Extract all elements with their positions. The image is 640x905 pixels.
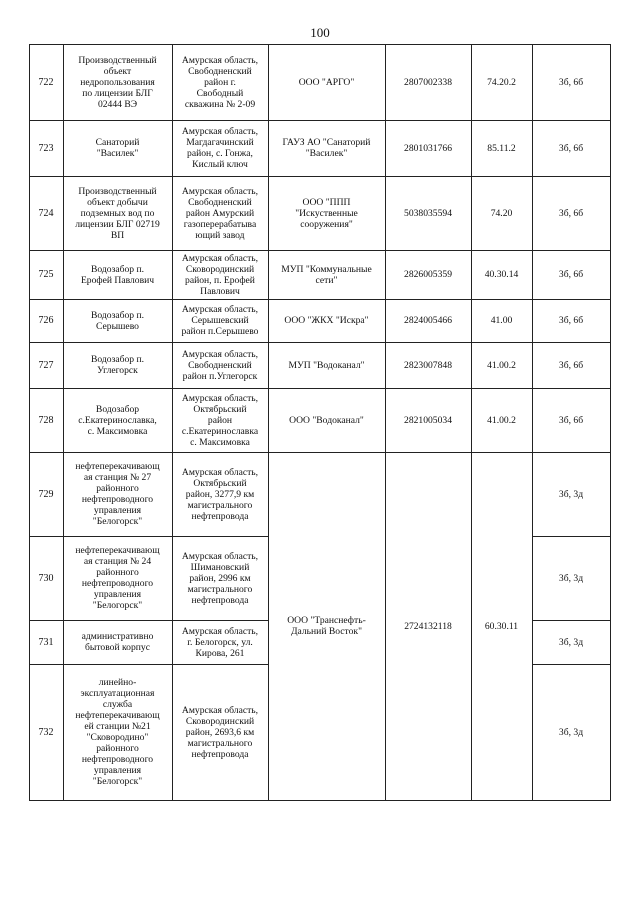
cell-num: 726 (38, 315, 54, 326)
table-border (29, 44, 30, 801)
cell-cat: 3б, 6б (558, 142, 584, 154)
table-border (29, 120, 611, 121)
cell-inn: 2824005466 (404, 315, 452, 326)
cell-address: Амурская область, Свободненский район Амурский газоперерабатыва ющий завод (181, 185, 259, 241)
table-border (29, 250, 611, 251)
cell-name: Санаторий "Василек" (95, 137, 140, 159)
table-border (172, 44, 173, 801)
cell-org: ООО "АРГО" (298, 76, 355, 88)
table-border (29, 388, 611, 389)
cell-cat: 3б, 6б (558, 207, 584, 219)
cell-org: ООО "Водоканал" (289, 414, 364, 426)
cell-address: Амурская область, Сковородинский район, п. Ерофей Павлович (181, 252, 259, 297)
cell-cat: 3б, 3д (558, 636, 584, 648)
cell-num: 727 (38, 359, 54, 371)
cell-name: линейно- эксплуатационная служба нефтеперекачивающ ей станции №21 "Сковородино" районного нефтепроводного управления "Белогорск" (75, 677, 160, 787)
cell-cat: 3б, 6б (558, 76, 584, 88)
page-number: 100 (310, 25, 330, 40)
cell-name: Водозабор п. Ерофей Павлович (80, 263, 155, 286)
cell-cat: 3б, 6б (558, 414, 584, 426)
cell-inn: 2826005359 (404, 269, 452, 280)
cell-org: МУП "Водоканал" (288, 359, 365, 371)
table-border (532, 44, 533, 801)
cell-address: Амурская область, Серышевский район п.Серышево (181, 304, 259, 337)
cell-address: Амурская область, г. Белогорск, ул. Кирова, 261 (181, 625, 259, 659)
table-border (385, 44, 386, 801)
cell-org: ГАУЗ АО "Санаторий "Василек" (282, 137, 371, 159)
cell-cat: 3б, 3д (558, 488, 584, 500)
cell-name: Водозабор п. Серышево (90, 309, 145, 332)
cell-num: 728 (38, 414, 54, 426)
table-border (29, 44, 611, 45)
table-border (532, 536, 611, 537)
table-border (29, 664, 269, 665)
table-border (471, 44, 472, 801)
cell-num: 725 (38, 269, 54, 280)
cell-address: Амурская область, Свободненский район г. Свободный скважина № 2-09 (181, 54, 259, 110)
cell-address: Амурская область, Октябрьский район с.Екатеринославка с. Максимовка (181, 392, 259, 448)
cell-inn: 2823007848 (404, 359, 452, 371)
table-border (532, 664, 611, 665)
cell-cat: 3б, 3д (558, 572, 584, 584)
table-border (29, 800, 611, 801)
cell-name: нефтеперекачивающ ая станция № 27 районного нефтепроводного управления "Белогорск" (75, 461, 160, 527)
cell-name: Водозабор п. Углегорск (90, 354, 145, 376)
cell-cat: 3б, 3д (558, 726, 584, 738)
cell-inn: 2807002338 (404, 76, 452, 88)
cell-address: Амурская область, Шимановский район, 2996 км магистрального нефтепровода (181, 550, 259, 606)
cell-okved: 74.20.2 (487, 76, 516, 88)
cell-name: Водозабор с.Екатеринославка, с. Максимовка (78, 403, 157, 437)
cell-name: административно бытовой корпус (81, 631, 154, 653)
cell-org-merged: ООО "Транснефть- Дальний Восток" (287, 615, 366, 637)
table-border (29, 452, 611, 453)
cell-name: Производственный объект добычи подземных вод по лицензии БЛГ 02719 ВП (75, 185, 160, 241)
cell-okved-merged: 60.30.11 (484, 620, 519, 632)
cell-num: 730 (38, 572, 54, 584)
cell-address: Амурская область, Магдагачинский район, с. Гонжа, Кислый ключ (181, 126, 259, 170)
table-border (610, 44, 611, 801)
cell-inn-merged: 2724132118 (404, 620, 452, 632)
cell-okved: 41.00.2 (487, 359, 516, 371)
cell-num: 723 (38, 142, 54, 154)
cell-name: Производственный объект недропользования по лицензии БЛГ 02444 ВЭ (78, 54, 157, 110)
cell-inn: 5038035594 (404, 207, 452, 219)
cell-org: ООО "ЖКХ "Искра" (284, 315, 369, 326)
cell-name: нефтеперекачивающ ая станция № 24 районного нефтепроводного управления "Белогорск" (75, 545, 160, 611)
cell-org: ООО "ППП "Искуственные сооружения" (295, 196, 358, 230)
cell-num: 729 (38, 488, 54, 500)
cell-inn: 2821005034 (404, 414, 452, 426)
cell-address: Амурская область, Свободненский район п.Углегорск (181, 348, 259, 382)
cell-address: Амурская область, Сковородинский район, 2693,6 км магистрального нефтепровода (181, 704, 259, 760)
table-border (29, 342, 611, 343)
table-border (29, 536, 269, 537)
cell-cat: 3б, 6б (558, 269, 584, 280)
cell-okved: 40.30.14 (484, 269, 519, 280)
table-border (29, 176, 611, 177)
cell-num: 722 (38, 76, 54, 88)
table-border (29, 299, 611, 300)
table-border (63, 44, 64, 801)
table-border (268, 44, 269, 801)
table-border (29, 620, 269, 621)
cell-num: 731 (38, 636, 54, 648)
cell-okved: 74.20 (490, 207, 513, 219)
cell-address: Амурская область, Октябрьский район, 3277,9 км магистрального нефтепровода (181, 466, 259, 522)
cell-okved: 85.11.2 (487, 142, 516, 154)
cell-num: 724 (38, 207, 54, 219)
table-border (532, 620, 611, 621)
cell-inn: 2801031766 (404, 142, 452, 154)
cell-okved: 41.00.2 (487, 414, 516, 426)
cell-cat: 3б, 6б (558, 315, 584, 326)
cell-num: 732 (38, 726, 54, 738)
cell-okved: 41.00 (490, 315, 513, 326)
cell-cat: 3б, 6б (558, 359, 584, 371)
cell-org: МУП "Коммунальные сети" (281, 263, 372, 286)
